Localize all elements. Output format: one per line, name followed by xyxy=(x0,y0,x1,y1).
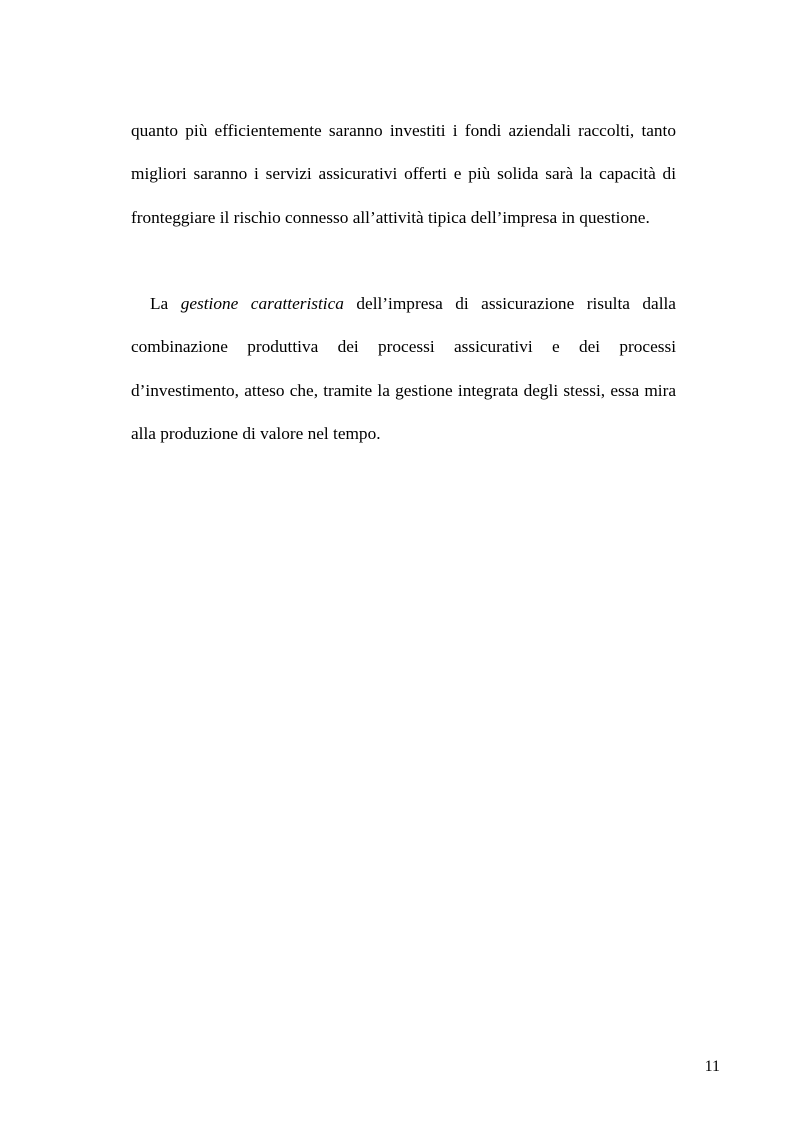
paragraph-continuation xyxy=(131,109,676,239)
paragraph-rest: dell’impresa di assicurazione risulta dalla combinazione produttiva dei processi assicurativi e dei processi d’investimento, atteso che, tramite la gestione integrata degli stessi, essa mira alla produzione di valore nel tempo. xyxy=(131,294,676,444)
paragraph-lead: La xyxy=(150,294,169,313)
italic-term: gestione caratteristica xyxy=(180,294,344,313)
paragraph-gestione-caratteristica xyxy=(131,282,676,456)
paragraph-text: quanto più efficientemente saranno investiti i fondi aziendali raccolti, tanto migliori saranno i servizi assicurativi offerti e più solida sarà la capacità di fronteggiare il rischio connesso all’attività tipica dell’impresa in questione. xyxy=(131,121,676,227)
page-number: 11 xyxy=(704,1058,720,1075)
